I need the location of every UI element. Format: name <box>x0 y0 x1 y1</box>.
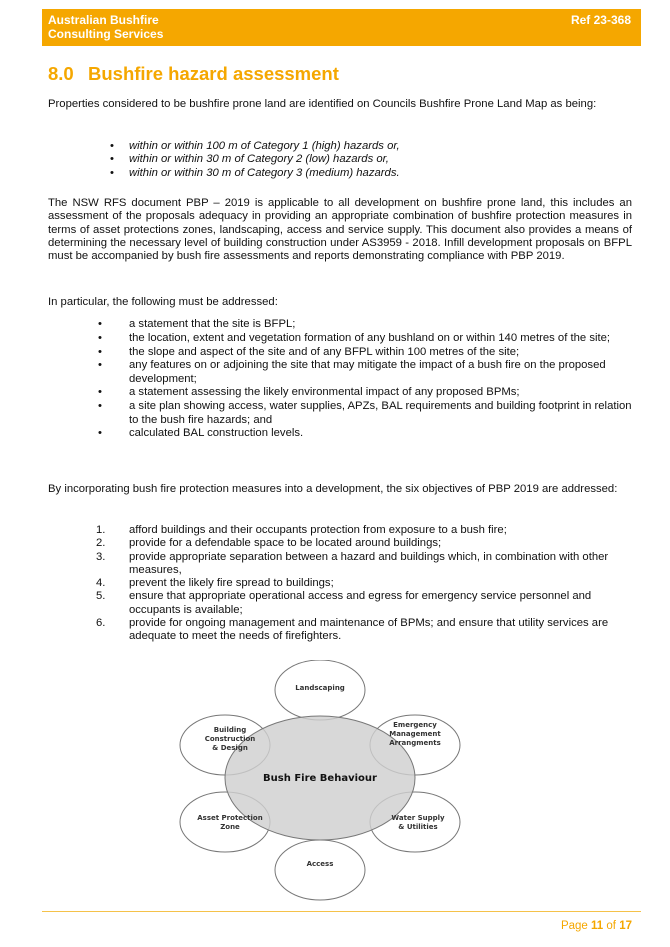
item-number: 1. <box>96 524 106 536</box>
page-header <box>42 9 641 46</box>
page-number: 11 <box>591 920 604 932</box>
list-item: • a site plan showing access, water supplies, APZs, BAL requirements and building footprint in relation to the bush fire hazards; and <box>129 400 634 427</box>
list-item <box>96 550 634 578</box>
building-label-2: Construction <box>204 735 256 743</box>
item-number: 5. <box>96 590 106 603</box>
intro-paragraph: Properties considered to be bushfire prone land are identified on Councils Bushfire Prone Land Map as being: <box>48 98 597 110</box>
company-name-line1: Australian Bushfire <box>48 13 159 27</box>
pbp-paragraph: The NSW RFS document PBP – 2019 is applicable to all development on bushfire prone land, this includes an assessment of the proposals adequacy in providing an appropriate combination of bushfire protection measures in terms of asset protections zones, landscaping, access and service supply. This document also provides a means of determining the necessary level of building construction under AS3959 - 2018. Infill development proposals on BFPL must be accompanied by bush fire assessments and reports demonstrating compliance with PBP 2019. <box>48 197 632 263</box>
list-item <box>96 537 634 550</box>
list-item: • within or within 100 m of Category 1 (high) hazards or, <box>129 140 569 153</box>
item-number: 3. <box>96 550 106 563</box>
objectives-intro: By incorporating bush fire protection measures into a development, the six objectives of PBP 2019 are addressed: <box>48 483 618 495</box>
item-text: afford buildings and their occupants protection from exposure to a bush fire; <box>129 524 507 536</box>
item-text: provide for a defendable space to be located around buildings; <box>129 537 442 550</box>
item-number: 6. <box>96 617 106 630</box>
item-number: 4. <box>96 577 106 590</box>
footer-divider <box>42 911 641 912</box>
section-number: 8.0 <box>48 63 74 84</box>
of-label: of <box>606 920 616 932</box>
objectives-list <box>96 524 634 644</box>
page-label: Page <box>560 920 588 932</box>
list-item: • within or within 30 m of Category 3 (medium) hazards. <box>129 167 569 180</box>
item-text: provide for ongoing management and maintenance of BPMs; and ensure that utility services are adequate to meet the needs of firefighters. <box>129 617 609 643</box>
item-number: 2. <box>96 537 106 550</box>
list-item <box>96 524 634 537</box>
asset-label-2: Zone <box>220 823 240 831</box>
list-item <box>96 577 634 590</box>
item-text: provide appropriate separation between a hazard and buildings which, in combination with other measures, <box>129 550 609 576</box>
page-footer <box>561 920 632 932</box>
center-label: Bush Fire Behaviour <box>263 773 377 784</box>
building-label-3: & Design <box>212 744 248 752</box>
report-reference: Ref 23-368 <box>570 13 631 27</box>
list-item: • within or within 30 m of Category 2 (low) hazards or, <box>129 153 569 166</box>
list-item: • a statement that the site is BFPL; <box>129 318 634 331</box>
list-item: • the location, extent and vegetation formation of any bushland on or within 140 metres of the site; <box>129 332 634 345</box>
particular-intro: In particular, the following must be addressed: <box>48 296 278 308</box>
list-item: • a statement assessing the likely environmental impact of any proposed BPMs; <box>129 386 634 399</box>
building-label-1: Building <box>213 726 247 734</box>
access-circle <box>275 840 365 900</box>
water-label-1: Water Supply <box>391 814 445 822</box>
company-name <box>48 13 248 41</box>
company-name-line2: Consulting Services <box>48 27 164 41</box>
emergency-label-3: Arrangments <box>389 739 441 747</box>
landscaping-label: Landscaping <box>295 684 345 692</box>
access-label: Access <box>306 860 334 868</box>
list-item <box>96 617 634 644</box>
asset-label-1: Asset Protection <box>197 814 263 822</box>
emergency-label-2: Management <box>389 730 441 738</box>
bushfire-protection-diagram <box>170 660 470 905</box>
list-item <box>96 590 634 617</box>
list-item: • any features on or adjoining the site that may mitigate the impact of a bush fire on the proposed development; <box>129 359 634 386</box>
list-item: • the slope and aspect of the site and of any BFPL within 100 metres of the site; <box>129 346 634 359</box>
item-text: ensure that appropriate operational access and egress for emergency service personnel and occupants is available; <box>129 590 592 616</box>
hazard-category-list <box>129 140 569 180</box>
list-item: • calculated BAL construction levels. <box>129 427 634 440</box>
requirements-list <box>129 318 634 441</box>
section-title <box>48 63 339 85</box>
water-label-2: & Utilities <box>398 823 438 831</box>
section-heading: Bushfire hazard assessment <box>88 63 339 84</box>
item-text: prevent the likely fire spread to buildings; <box>129 577 334 590</box>
emergency-label-1: Emergency <box>393 721 437 729</box>
page-total: 17 <box>619 920 632 932</box>
